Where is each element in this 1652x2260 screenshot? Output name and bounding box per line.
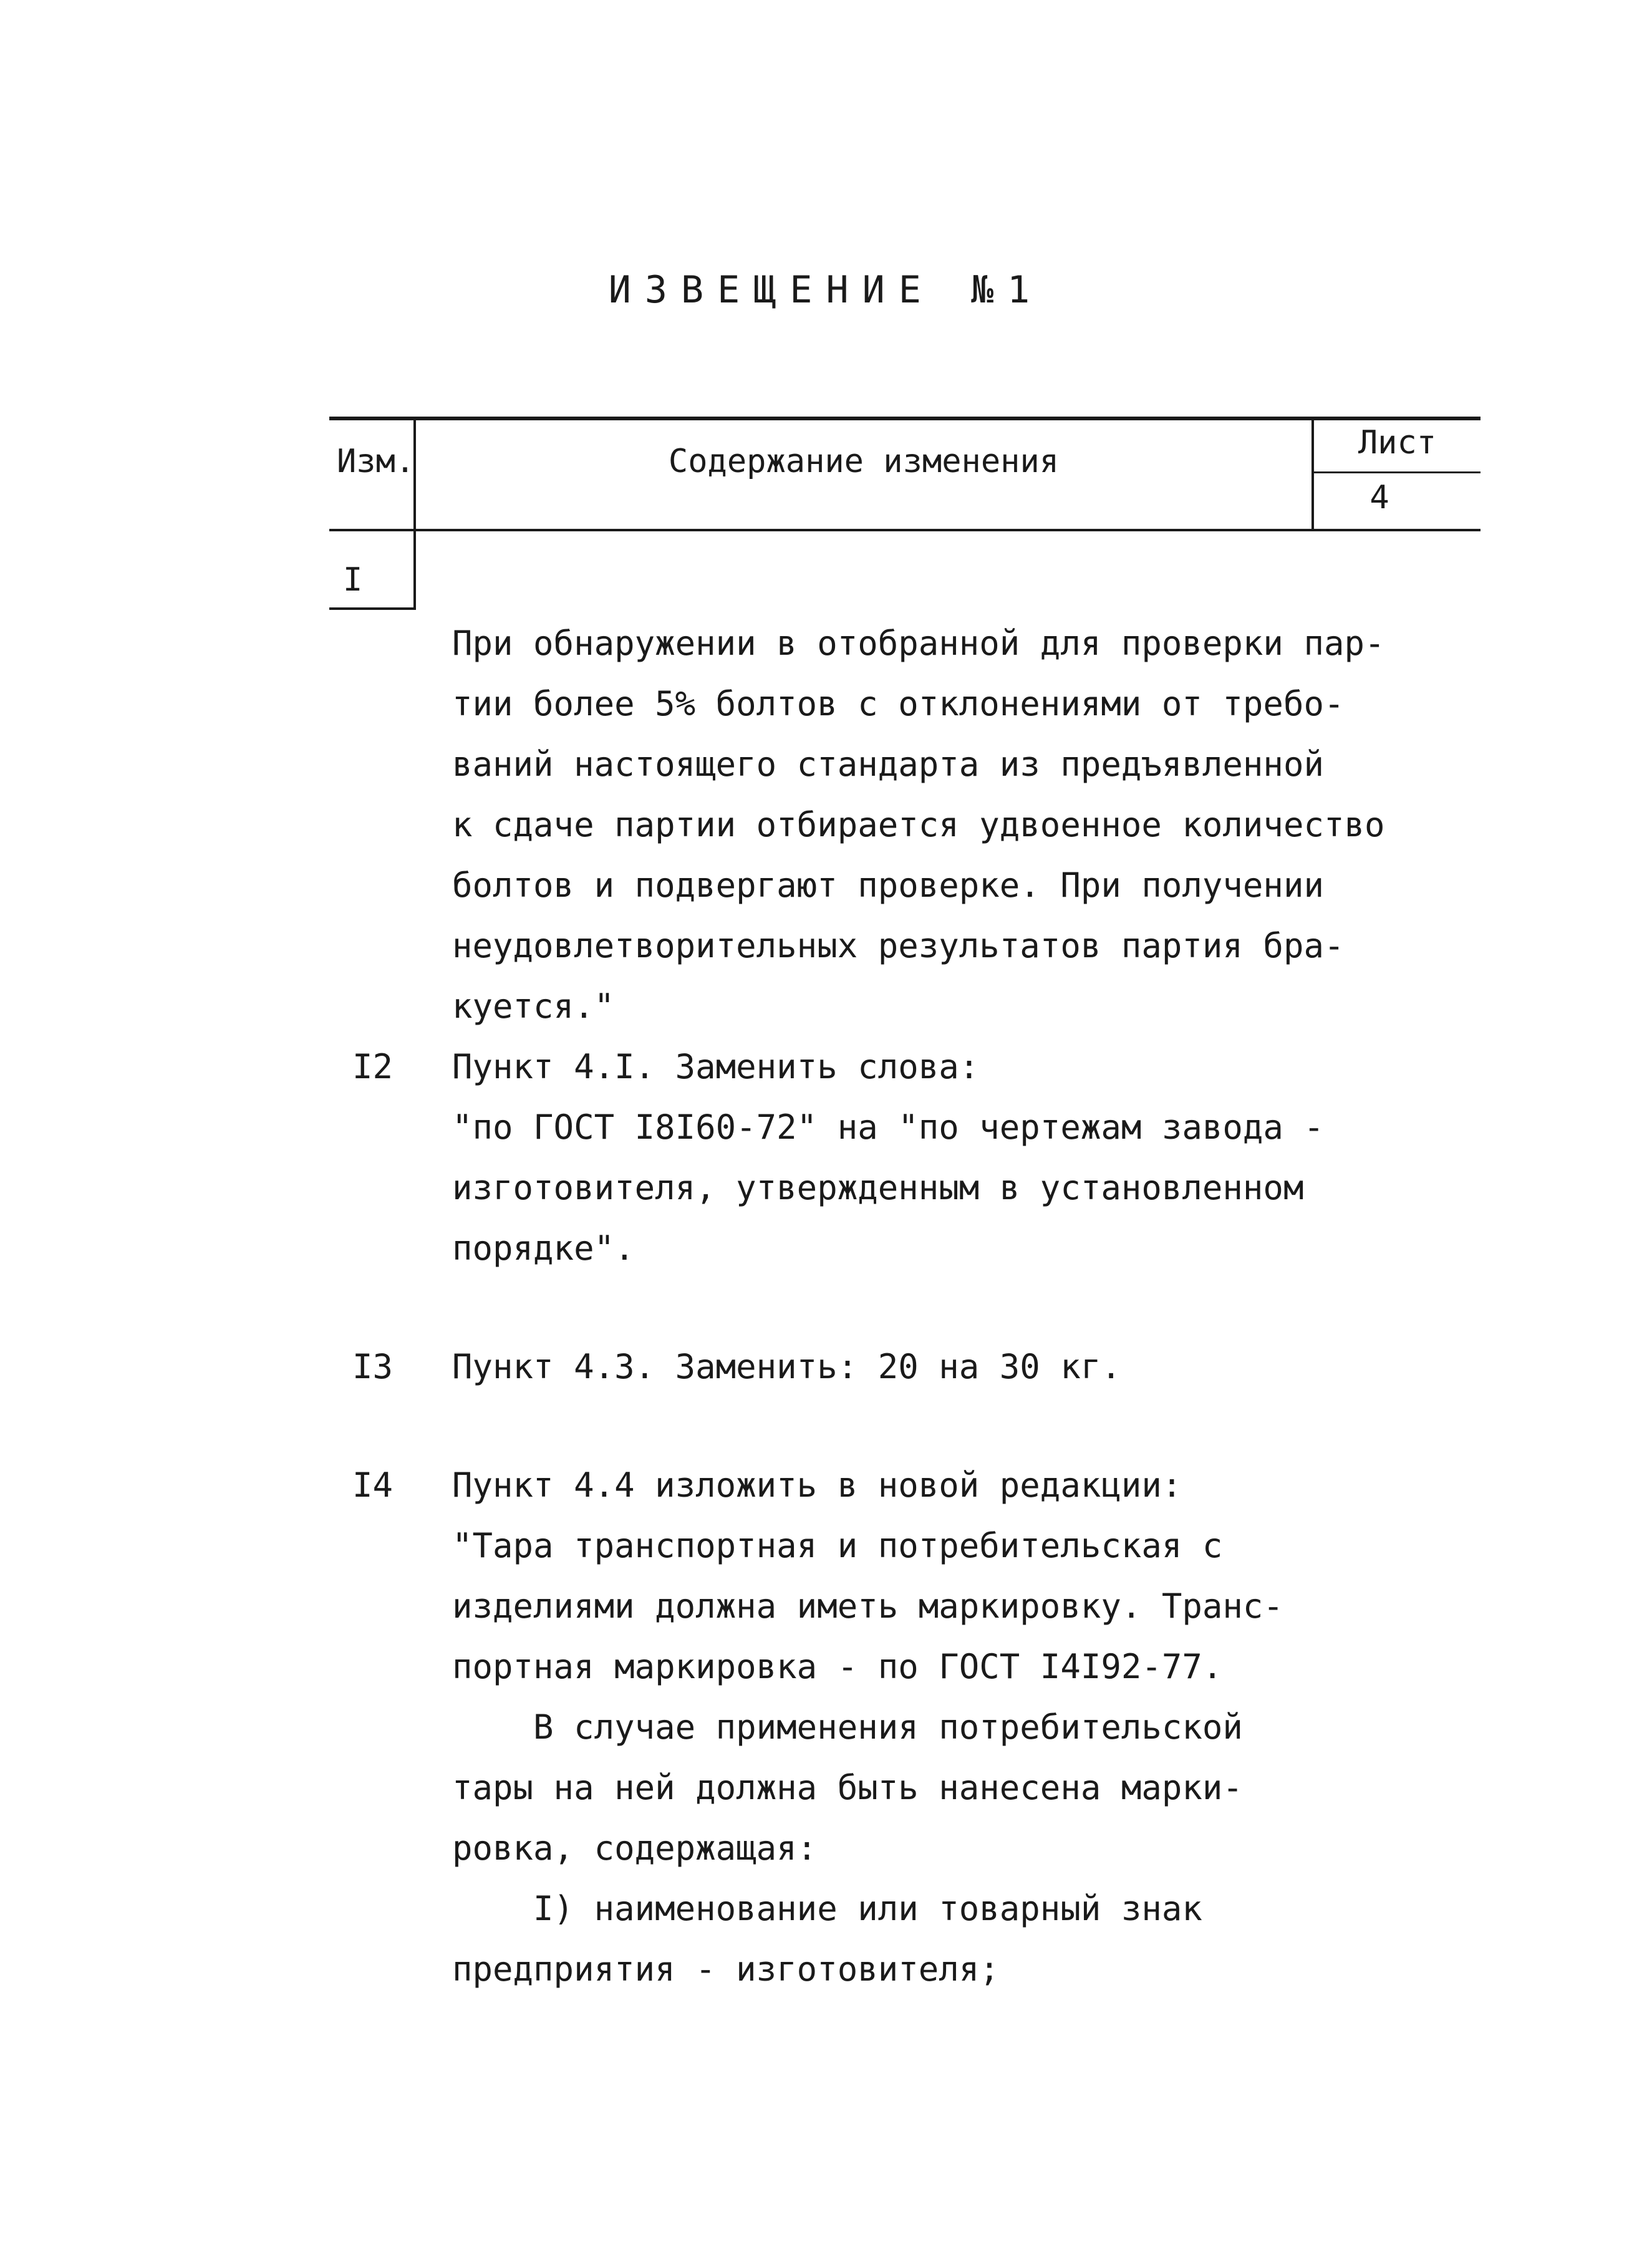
text-line: ровка, содержащая: [452,1828,818,1868]
text-line: к сдаче партии отбирается удвоенное количество [452,805,1385,844]
text-line: неудовлетворительных результатов партия бра- [452,926,1345,965]
header-sheet-value: 4 [1369,479,1389,516]
table-top-rule [329,417,1481,420]
text-line: болтов и подвергают проверке. При получении [452,866,1324,905]
change-number: I4 [352,1466,394,1505]
change-number: I3 [352,1347,394,1386]
header-content: Содержание изменения [668,443,1060,480]
change-cell-bottom-rule [329,607,416,610]
text-line: тары на ней должна быть нанесена марки- [452,1768,1243,1807]
text-line: Пункт 4.4 изложить в новой редакции: [452,1466,1182,1505]
text-line: портная маркировка - по ГОСТ I4I92-77. [452,1647,1223,1686]
table-header-bottom-rule [329,529,1481,531]
text-line: "Тара транспортная и потребительская с [452,1526,1223,1565]
text-line: I) наименование или товарный знак [452,1889,1202,1928]
text-line: предприятия - изготовителя; [452,1949,1000,1989]
text-line: тии более 5% болтов с отклонениями от требо- [452,684,1345,723]
col-change-divider-lower [413,531,416,609]
text-line: "по ГОСТ I8I60-72" на "по чертежам завода - [452,1108,1324,1147]
text-line: Пункт 4.I. Заменить слова: [452,1047,980,1086]
text-line: изделиями должна иметь маркировку. Транс- [452,1586,1283,1626]
sheet-cell-divider [1313,471,1481,473]
text-line: В случае применения потребительской [452,1707,1243,1747]
change-number: I [343,561,363,599]
header-sheet-label: Лист [1358,424,1437,461]
change-number: I2 [352,1047,394,1086]
text-line: изготовителя, утвержденным в установленном [452,1168,1304,1207]
text-line: При обнаружении в отобранной для проверки пар- [452,624,1385,663]
text-line: куется." [452,987,615,1026]
text-line: ваний настоящего стандарта из предъявленной [452,745,1324,784]
notice-title: ИЗВЕЩЕНИЕ №1 [608,268,1044,312]
text-line: порядке". [452,1229,635,1268]
text-line: Пункт 4.3. Заменить: 20 на 30 кг. [452,1347,1121,1386]
header-change: Изм. [337,443,415,480]
